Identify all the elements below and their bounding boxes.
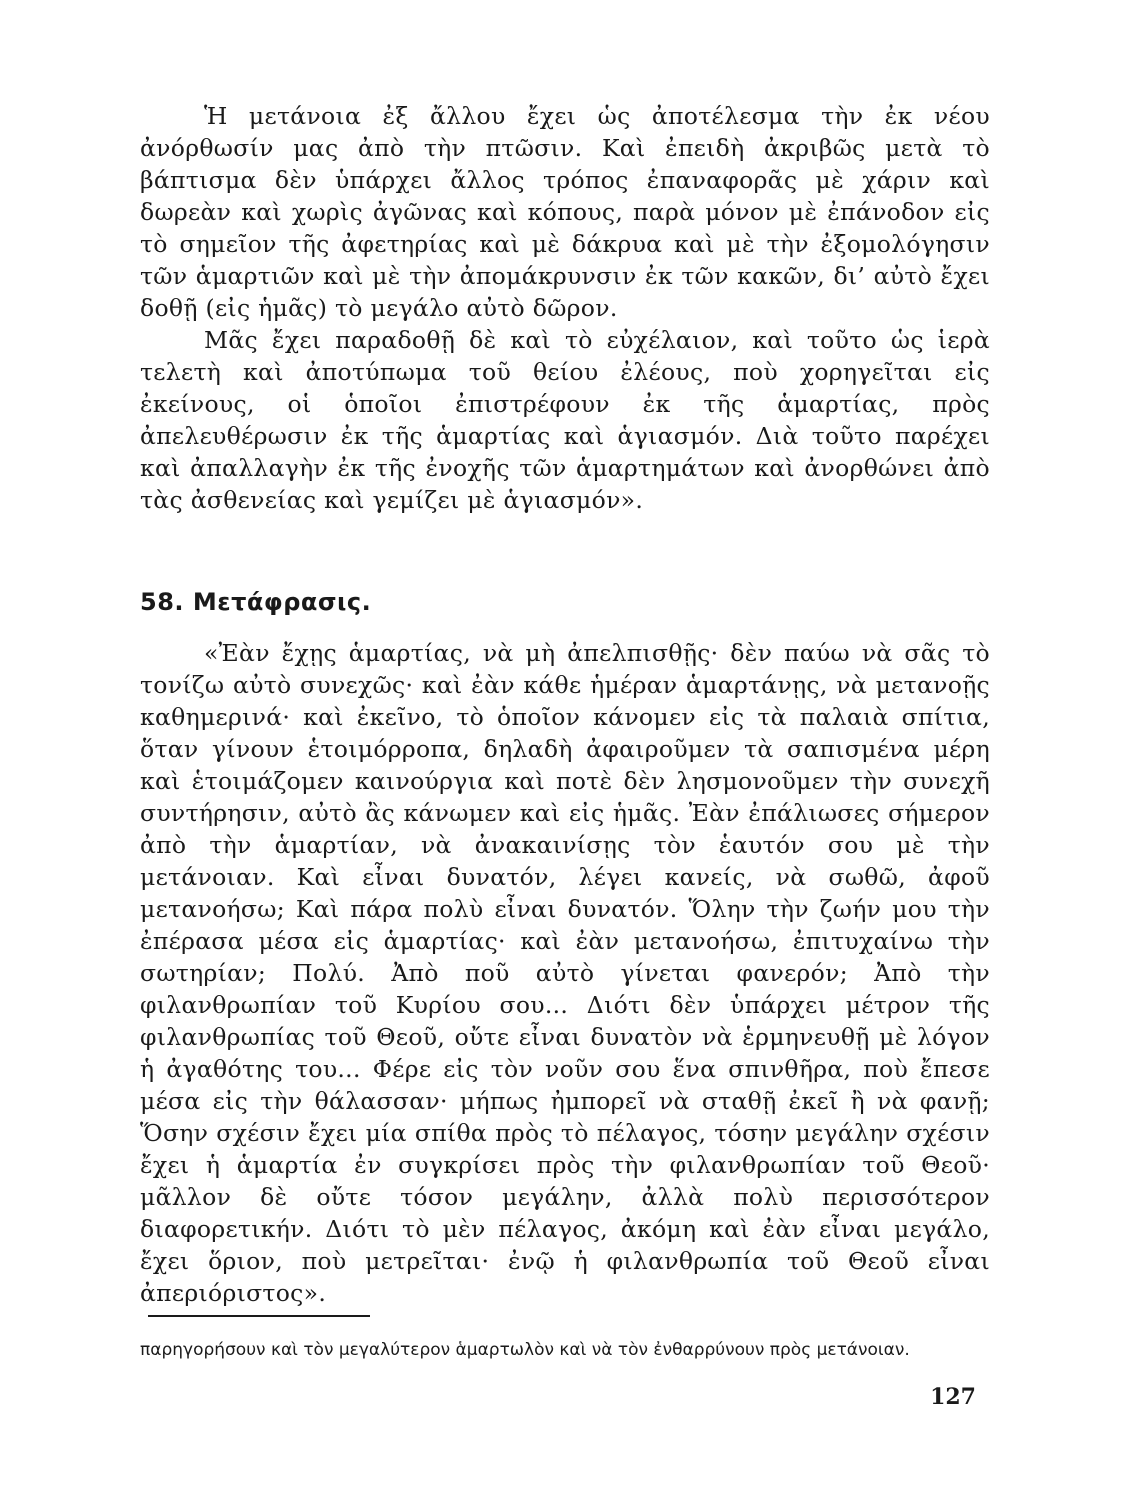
page-number: 127 [930, 1384, 976, 1410]
paragraph-repentance: Ἡ μετάνοια ἐξ ἄλλου ἔχει ὡς ἀποτέλεσμα τὴν ἐκ νέου ἀνόρθωσίν μας ἀπὸ τὴν πτῶσιν. Καὶ ἐπειδὴ ἀκριβῶς μετὰ τὸ βάπτισμα δὲν ὑπάρχει ἄλλος τρόπος ἐπαναφορᾶς μὲ χάριν καὶ δωρεὰν καὶ χωρὶς ἀγῶνας καὶ κόπους, παρὰ μόνον μὲ ἐπάνοδον εἰς τὸ σημεῖον τῆς ἀφετηρίας καὶ μὲ δάκρυα καὶ μὲ τὴν ἐξομολόγησιν τῶν ἁμαρτιῶν καὶ μὲ τὴν ἀπομάκρυνσιν ἐκ τῶν κακῶν, δι’ αὐτὸ ἔχει δοθῇ (εἰς ἡμᾶς) τὸ μεγάλο αὐτὸ δῶρον. [140, 102, 990, 322]
paragraph-unction: Μᾶς ἔχει παραδοθῇ δὲ καὶ τὸ εὐχέλαιον, καὶ τοῦτο ὡς ἱερὰ τελετὴ καὶ ἀποτύπωμα τοῦ θείου ἐλέους, ποὺ χορηγεῖται εἰς ἐκείνους, οἱ ὁποῖοι ἐπιστρέφουν ἐκ τῆς ἁμαρτίας, πρὸς ἀπελευθέρωσιν ἐκ τῆς ἁμαρτίας καὶ ἁγιασμόν. Διὰ τοῦτο παρέχει καὶ ἀπαλλαγὴν ἐκ τῆς ἐνοχῆς τῶν ἁμαρτημάτων καὶ ἀνορθώνει ἀπὸ τὰς ἀσθενείας καὶ γεμίζει μὲ ἁγιασμόν». [140, 326, 990, 514]
main-text-bottom [140, 637, 990, 1309]
footnote-divider [148, 1315, 370, 1317]
section-heading: 58. Μετάφρασις. [140, 588, 372, 616]
footnote: παρηγορήσουν καὶ τὸν μεγαλύτερον ἁμαρτωλὸν καὶ νὰ τὸν ἐνθαρρύνουν πρὸς μετάνοιαν. [140, 1340, 910, 1360]
paragraph-translation: «Ἐὰν ἔχῃς ἁμαρτίας, νὰ μὴ ἀπελπισθῇς· δὲν παύω νὰ σᾶς τὸ τονίζω αὐτὸ συνεχῶς· καὶ ἐὰν κάθε ἡμέραν ἁμαρτάνῃς, νὰ μετανοῇς καθημερινά· καὶ ἐκεῖνο, τὸ ὁποῖον κάνομεν εἰς τὰ παλαιὰ σπίτια, ὅταν γίνουν ἑτοιμόρροπα, δηλαδὴ ἀφαιροῦμεν τὰ σαπισμένα μέρη καὶ ἑτοιμάζομεν καινούργια καὶ ποτὲ δὲν λησμονοῦμεν τὴν συνεχῆ συντήρησιν, αὐτὸ ἂς κάνωμεν καὶ εἰς ἡμᾶς. Ἐὰν ἐπάλιωσες σήμερον ἀπὸ τὴν ἁμαρτίαν, νὰ ἀνακαινίσῃς τὸν ἑαυτόν σου μὲ τὴν μετάνοιαν. Καὶ εἶναι δυνατόν, λέγει κανείς, νὰ σωθῶ, ἀφοῦ μετανοήσω; Καὶ πάρα πολὺ εἶναι δυνατόν. Ὅλην τὴν ζωήν μου τὴν ἐπέρασα μέσα εἰς ἁμαρτίας· καὶ ἐὰν μετανοήσω, ἐπιτυχαίνω τὴν σωτηρίαν; Πολύ. Ἀπὸ ποῦ αὐτὸ γίνεται φανερόν; Ἀπὸ τὴν φιλανθρωπίαν τοῦ Κυρίου σου... Διότι δὲν ὑπάρχει μέτρον τῆς φιλανθρωπίας τοῦ Θεοῦ, οὔτε εἶναι δυνατὸν νὰ ἑρμηνευθῇ μὲ λόγον ἡ ἀγαθότης του... Φέρε εἰς τὸν νοῦν σου ἕνα σπινθῆρα, ποὺ ἔπεσε μέσα εἰς τὴν θάλασσαν· μήπως ἠμπορεῖ νὰ σταθῇ ἐκεῖ ἢ νὰ φανῇ; Ὅσην σχέσιν ἔχει μία σπίθα πρὸς τὸ πέλαγος, τόσην μεγάλην σχέσιν ἔχει ἡ ἁμαρτία ἐν συγκρίσει πρὸς τὴν φιλανθρωπίαν τοῦ Θεοῦ· μᾶλλον δὲ οὔτε τόσον μεγάλην, ἀλλὰ πολὺ περισσότερον διαφορετικήν. Διότι τὸ μὲν πέλαγος, ἀκόμη καὶ ἐὰν εἶναι μεγάλο, ἔχει ὅριον, ποὺ μετρεῖται· ἐνῷ ἡ φιλανθρωπία τοῦ Θεοῦ εἶναι ἀπεριόριστος». [140, 639, 990, 1307]
main-text-top [140, 100, 990, 516]
